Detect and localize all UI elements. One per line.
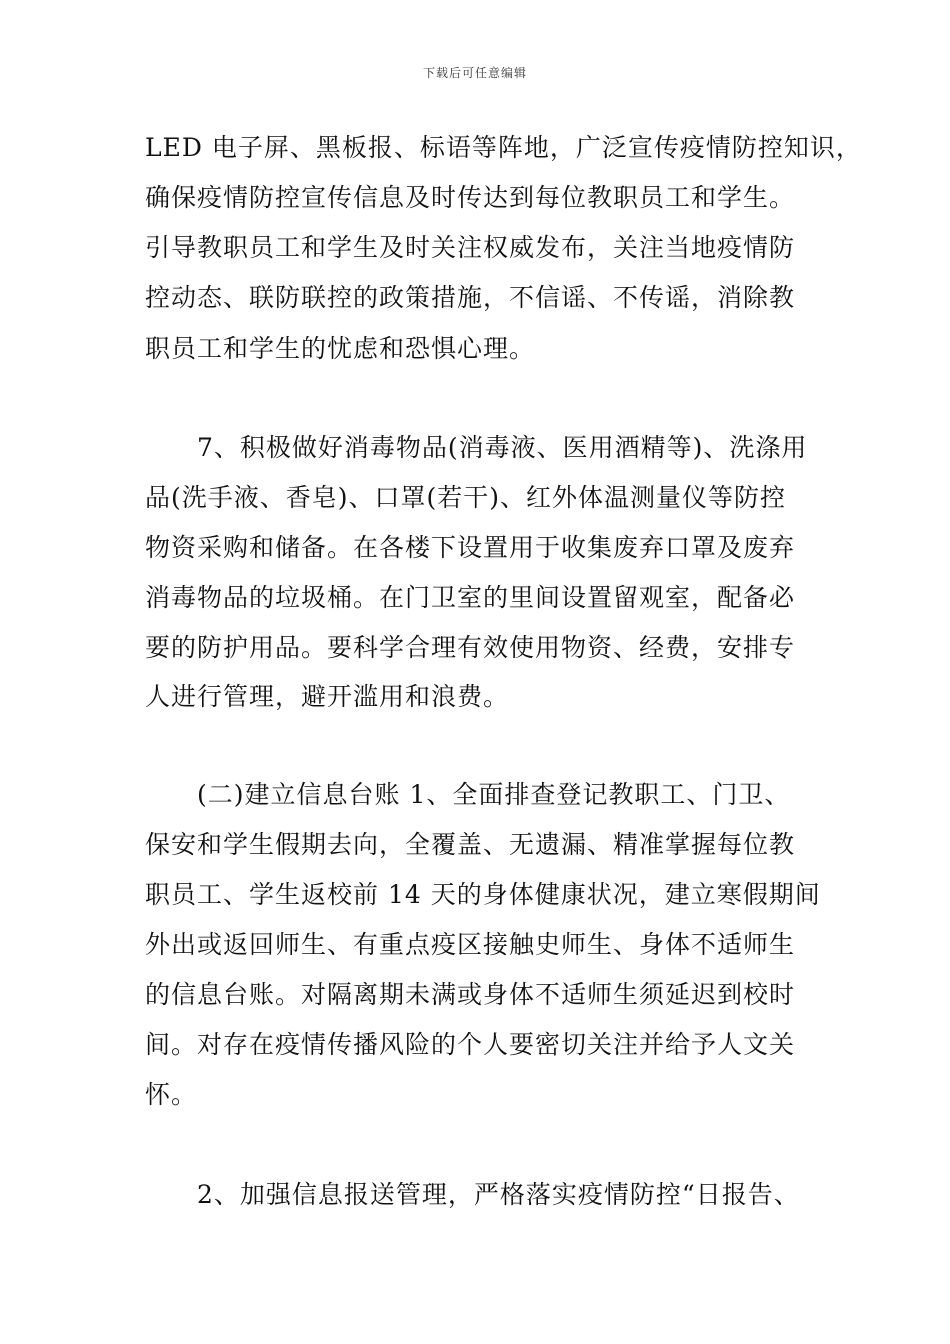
body-line: 保安和学生假期去向，全覆盖、无遗漏、精准掌握每位教 <box>145 830 796 859</box>
body-line: LED 电子屏、黑板报、标语等阵地，广泛宣传疫情防控知识， <box>145 133 862 162</box>
body-line: 怀。 <box>145 1080 198 1109</box>
body-line: 要的防护用品。要科学合理有效使用物资、经费，安排专 <box>145 633 796 662</box>
body-line: 控动态、联防联控的政策措施，不信谣、不传谣，消除教 <box>145 283 796 312</box>
body-line: 2、加强信息报送管理，严格落实疫情防控“日报告、 <box>197 1180 800 1209</box>
body-line: 职员工和学生的忧虑和恐惧心理。 <box>145 334 536 363</box>
body-line: 人进行管理，避开滥用和浪费。 <box>145 682 510 711</box>
body-line: 的信息台账。对隔离期未满或身体不适师生须延迟到校时 <box>145 980 796 1009</box>
page-header: 下载后可任意编辑 <box>422 66 527 80</box>
body-line: 消毒物品的垃圾桶。在门卫室的里间设置留观室，配备必 <box>145 583 796 612</box>
body-line: 外出或返回师生、有重点疫区接触史师生、身体不适师生 <box>145 930 796 959</box>
body-line: 引导教职员工和学生及时关注权威发布，关注当地疫情防 <box>145 233 796 262</box>
body-line: 物资采购和储备。在各楼下设置用于收集废弃口罩及废弃 <box>145 533 796 562</box>
body-line: (二)建立信息台账 1、全面排查登记教职工、门卫、 <box>197 780 791 809</box>
body-line: 确保疫情防控宣传信息及时传达到每位教职员工和学生。 <box>145 183 796 212</box>
body-line: 品(洗手液、香皂)、口罩(若干)、红外体温测量仪等防控 <box>145 483 787 512</box>
body-line: 间。对存在疫情传播风险的个人要密切关注并给予人文关 <box>145 1030 796 1059</box>
body-line: 7、积极做好消毒物品(消毒液、医用酒精等)、洗涤用 <box>197 433 808 462</box>
body-line: 职员工、学生返校前 14 天的身体健康状况，建立寒假期间 <box>145 880 821 909</box>
